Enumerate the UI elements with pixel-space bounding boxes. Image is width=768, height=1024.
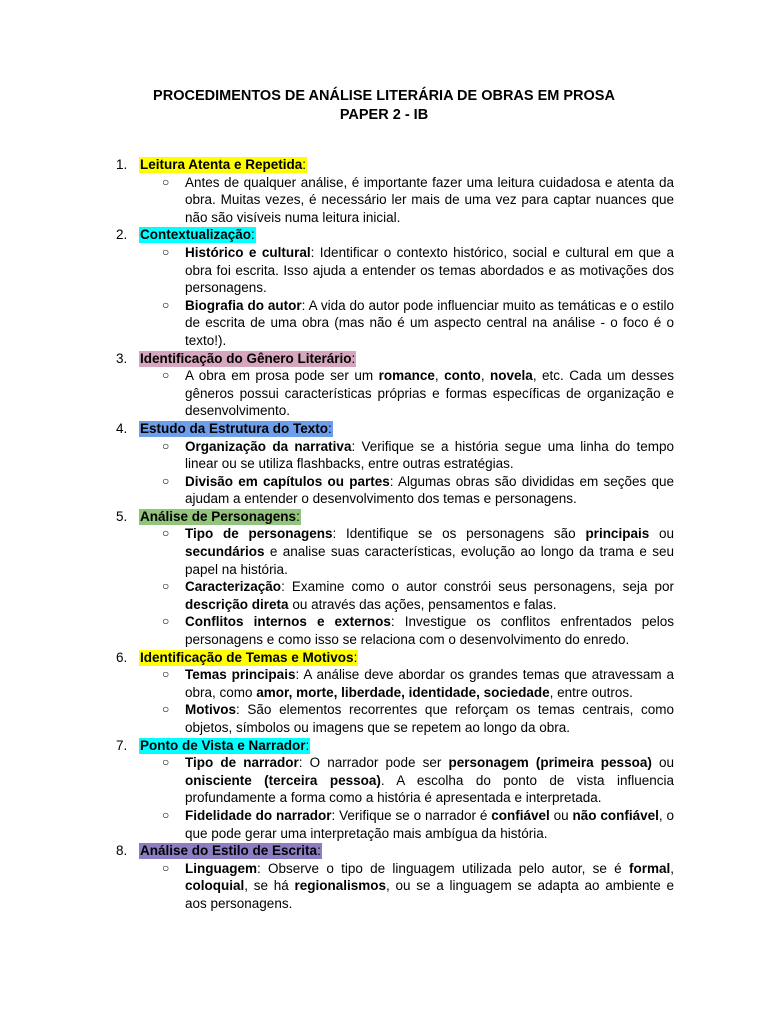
bullet-text: ,: [670, 860, 674, 876]
section-heading: [116, 350, 674, 368]
section-highlight: [116, 508, 301, 525]
section-title-colon: :: [296, 508, 300, 524]
bullet-text: , etc. Cada um desses gêneros possui características próprias e formas específicas de organização e desenvolvimento.: [185, 368, 674, 419]
bullet-circle-icon: ○: [162, 667, 170, 682]
bullet-text: , ou se a linguagem se adapta ao ambiente e aos personagens.: [185, 878, 674, 911]
bullet-text: , entre outros.: [549, 684, 633, 700]
bullet-item: [116, 473, 674, 508]
bullet-item: [116, 174, 674, 227]
bullet-text: ou: [549, 807, 573, 823]
section-title-colon: :: [317, 843, 321, 859]
bullet-item: [116, 525, 674, 578]
bold-term: descrição direta: [185, 596, 289, 612]
section-heading: [116, 649, 674, 667]
bold-term: Histórico e cultural: [185, 244, 311, 260]
bullet-circle-icon: ○: [162, 473, 170, 488]
bullet-text: : Verifique se a história segue uma linha do tempo linear ou se utiliza flashbacks, entre outras estratégias.: [185, 438, 674, 472]
bullet-text: e analise suas características, evolução ao longo da trama e seu papel na história.: [185, 544, 674, 577]
section-highlight: [116, 157, 307, 173]
section-title: Identificação de Temas e Motivos: [140, 649, 354, 665]
bold-term: secundários: [185, 544, 265, 560]
bullet-text: : São elementos recorrentes que reforçam os temas centrais, como objetos, símbolos ou imagens que se repetem ao longo da obra.: [185, 702, 674, 735]
bold-term: confiável: [491, 807, 550, 823]
bold-term: onisciente (terceira pessoa): [185, 772, 381, 788]
section-number: 1.: [116, 157, 128, 172]
section-title-colon: :: [305, 737, 310, 753]
bold-term: principais: [585, 526, 650, 542]
section-highlight: [116, 649, 358, 666]
bold-term: novela: [490, 368, 533, 384]
bold-term: formal: [628, 860, 671, 876]
bullet-item: [116, 297, 674, 350]
bold-term: conto: [444, 368, 481, 384]
section-number: 8.: [116, 843, 128, 859]
document-subtitle: PAPER 2 - IB: [339, 107, 429, 123]
bullet-circle-icon: ○: [162, 755, 170, 770]
section-title-colon: :: [328, 420, 332, 436]
bullet-text: : O narrador pode ser: [298, 755, 449, 771]
bullet-circle-icon: ○: [162, 860, 170, 875]
section-highlight: [116, 227, 256, 243]
bold-term: Organização da narrativa: [185, 438, 352, 454]
section-title: Estudo da Estrutura do Texto: [140, 420, 329, 436]
bold-term: regionalismos: [294, 878, 387, 894]
section-heading: [116, 420, 674, 438]
bullet-text: : A análise deve abordar os grandes temas que atravessam a obra, como: [185, 667, 674, 700]
section-highlight: [116, 737, 310, 754]
bold-term: Divisão em capítulos ou partes: [185, 473, 390, 489]
bullet-item: [116, 578, 674, 613]
bullet-text: : A vida do autor pode influenciar muito as temáticas e o estilo de escrita de uma obra (mas não é um aspecto central na análise - o foco é o texto!).: [185, 297, 674, 348]
section-number: 6.: [116, 649, 128, 665]
bullet-text: ,: [434, 368, 445, 384]
section-heading: [116, 737, 674, 755]
bullet-item: [116, 701, 674, 736]
bullet-text: : Algumas obras são divididas em seções que ajudam a entender o desenvolvimento dos temas e personagens.: [185, 473, 674, 507]
bold-term: Motivos: [185, 702, 237, 718]
bullet-circle-icon: ○: [162, 297, 170, 312]
section-heading: [116, 156, 674, 174]
bullet-item: [116, 807, 674, 842]
bullet-circle-icon: ○: [162, 438, 170, 453]
bullet-circle-icon: ○: [162, 579, 170, 594]
bullet-item: [116, 666, 674, 701]
bold-term: coloquial: [185, 878, 245, 894]
bullet-text: ou: [649, 526, 674, 542]
section-title: Análise do Estilo de Escrita: [140, 843, 318, 859]
section-heading: [116, 842, 674, 860]
bullet-text: A obra em prosa pode ser um: [185, 368, 379, 384]
section-title: Análise de Personagens: [140, 508, 297, 524]
bold-term: Tipo de personagens: [185, 526, 333, 542]
bullet-item: [116, 438, 674, 473]
bullet-text: , se há: [244, 878, 295, 894]
bullet-text: : Identificar o contexto histórico, social e cultural em que a obra foi escrita. Isso ajuda a entender os temas abordados e as motivações dos personagens.: [185, 244, 674, 296]
bullet-circle-icon: ○: [162, 368, 170, 383]
bold-term: Linguagem: [185, 860, 258, 876]
section-number: 7.: [116, 737, 128, 753]
section-highlight: [116, 350, 356, 367]
bullet-text: : Examine como o autor constrói seus personagens, seja por: [281, 579, 674, 595]
section-title-colon: :: [251, 227, 255, 243]
bullet-circle-icon: ○: [162, 702, 170, 717]
bullet-text: , o que pode gerar uma interpretação mais ambígua da história.: [185, 807, 674, 841]
bullet-text: : Verifique se o narrador é: [331, 807, 492, 823]
bold-term: não confiável: [572, 807, 659, 823]
bullet-item: [116, 613, 674, 648]
bold-term: Temas principais: [185, 667, 296, 683]
bold-term: Biografia do autor: [185, 297, 302, 313]
section-title: Identificação do Gênero Literário: [140, 350, 352, 366]
bold-term: personagem (primeira pessoa): [448, 755, 652, 771]
bold-term: Fidelidade do narrador: [185, 807, 332, 823]
section-number: 4.: [116, 420, 128, 436]
bullet-circle-icon: ○: [162, 526, 170, 541]
section-highlight: [116, 843, 322, 859]
section-title-colon: :: [351, 350, 356, 366]
bold-term: amor, morte, liberdade, identidade, sociedade: [256, 684, 550, 700]
sections-list: [116, 156, 674, 913]
bullet-text: ou: [651, 755, 674, 771]
bullet-text: Antes de qualquer análise, é importante fazer uma leitura cuidadosa e atenta da obra. Muitas vezes, é necessário ler mais de uma vez para captar nuances que não são visíveis numa leitura inicial.: [185, 174, 674, 225]
bold-term: Caracterização: [185, 579, 282, 595]
bold-term: Conflitos internos e externos: [185, 614, 391, 630]
bullet-text: ou através das ações, pensamentos e falas.: [288, 596, 557, 612]
bullet-item: [116, 244, 674, 297]
bullet-circle-icon: ○: [162, 614, 170, 629]
bullet-item: [116, 367, 674, 420]
bold-term: Tipo de narrador: [185, 755, 299, 771]
bullet-circle-icon: ○: [162, 174, 170, 189]
section-title-colon: :: [353, 649, 358, 665]
bullet-text: . A escolha do ponto de vista influencia profundamente a forma como a história é apresentada e interpretada.: [185, 772, 674, 806]
section-number: 5.: [116, 508, 128, 524]
section-heading: [116, 226, 674, 244]
bullet-circle-icon: ○: [162, 244, 170, 259]
section-title: Leitura Atenta e Repetida: [140, 157, 303, 172]
bullet-text: : Investigue os conflitos enfrentados pelos personagens e como isso se relaciona com o desenvolvimento do enredo.: [185, 614, 675, 648]
bullet-item: [116, 754, 674, 807]
section-number: 2.: [116, 227, 128, 243]
bullet-text: ,: [480, 368, 491, 384]
bullet-text: : Observe o tipo de linguagem utilizada pelo autor, se é: [257, 860, 629, 876]
bullet-text: : Identifique se os personagens são: [332, 526, 586, 542]
bullet-item: [116, 860, 674, 913]
section-title: Contextualização: [140, 227, 252, 243]
section-title: Ponto de Vista e Narrador: [140, 737, 306, 753]
section-heading: [116, 508, 674, 526]
bullet-circle-icon: ○: [162, 807, 170, 822]
section-highlight: [116, 420, 333, 437]
document-title: PROCEDIMENTOS DE ANÁLISE LITERÁRIA DE OBRAS EM PROSA: [153, 88, 615, 104]
section-title-colon: :: [302, 157, 307, 172]
section-number: 3.: [116, 350, 128, 366]
bold-term: romance: [378, 368, 435, 384]
